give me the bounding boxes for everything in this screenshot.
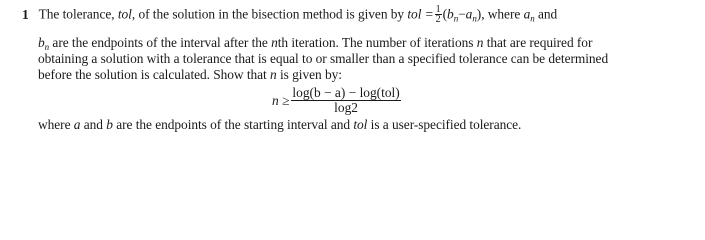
text-segment: that are required for — [486, 35, 593, 50]
math-minus: − — [458, 6, 466, 22]
math-tol: tol — [117, 6, 132, 22]
math-n: n — [476, 35, 484, 50]
subscript-n: n — [472, 13, 477, 24]
line-4 — [38, 67, 342, 83]
formula-denominator: log2 — [334, 100, 358, 115]
math-b: b — [106, 117, 113, 132]
math-a: a — [465, 6, 473, 22]
paren-open: ( — [442, 6, 448, 22]
formula-numerator: log(b − a) − log(tol) — [292, 85, 400, 100]
text-segment: and — [83, 117, 103, 132]
paren-close: ) — [476, 6, 482, 22]
line-2 — [38, 35, 592, 51]
text-segment: is a user-specified tolerance. — [370, 117, 522, 132]
text-segment: The tolerance, — [38, 6, 115, 22]
math-a: a — [523, 6, 531, 22]
line-5 — [38, 117, 521, 133]
text-segment: are the endpoints of the starting interval and — [116, 117, 351, 132]
problem-number: 1 — [22, 6, 29, 22]
math-b: b — [447, 6, 454, 22]
subscript-n: n — [530, 13, 535, 24]
line-3 — [38, 51, 608, 67]
text-segment: and — [537, 6, 558, 22]
text-segment: before the solution is calculated. Show that — [38, 67, 267, 82]
text-segment: are the endpoints of the interval after the — [52, 35, 268, 50]
text-segment: , of the solution in the bisection method is given by — [131, 6, 405, 22]
subscript-n: n — [453, 13, 459, 24]
text-segment: , where — [481, 6, 521, 22]
text-segment: obtaining a solution with a tolerance that is equal to or smaller than a specified tolerance can be determined — [38, 51, 609, 66]
iterations-formula — [272, 86, 401, 115]
math-tol-equals: tol = — [407, 6, 434, 22]
subscript-n: n — [44, 42, 50, 52]
math-n: n — [270, 67, 277, 82]
fraction-denominator: 2 — [435, 14, 441, 25]
text-segment: where — [38, 117, 71, 132]
fraction-one-half — [435, 5, 442, 24]
math-b: b — [38, 35, 45, 50]
formula-fraction — [291, 86, 400, 115]
text-segment: th iteration. The number of iterations — [277, 35, 474, 50]
line-1 — [22, 6, 557, 25]
math-tol: tol — [353, 117, 368, 132]
math-a: a — [73, 117, 81, 132]
text-segment: is given by: — [280, 67, 342, 82]
fraction-numerator: 1 — [435, 4, 441, 15]
math-n: n — [271, 35, 278, 50]
formula-lhs: n ≥ — [272, 92, 290, 108]
